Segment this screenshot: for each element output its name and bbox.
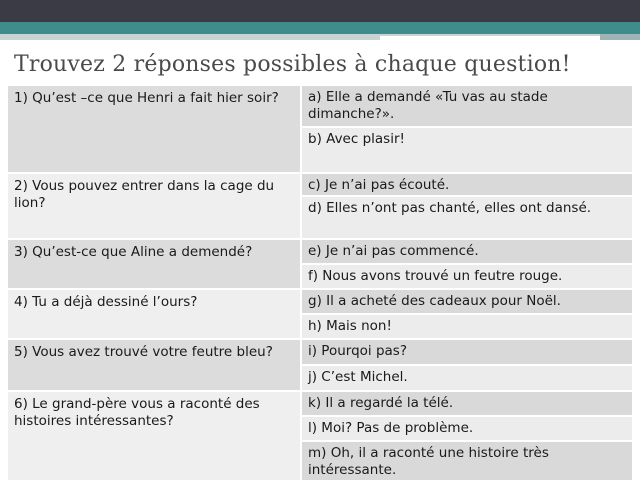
answer-cell: e) Je n’ai pas commencé. [302, 240, 632, 265]
answer-cell: m) Oh, il a raconté une histoire très intéressante. [302, 442, 632, 480]
answer-cell: i) Pourqoi pas? [302, 340, 632, 366]
page-title: Trouvez 2 réponses possibles à chaque question! [14, 52, 571, 77]
question-cell: 5) Vous avez trouvé votre feutre bleu? [8, 340, 300, 392]
question-cell: 1) Qu’est –ce que Henri a fait hier soir? [8, 86, 300, 174]
answer-cell: g) Il a acheté des cadeaux pour Noël. [302, 290, 632, 315]
answer-cell: h) Mais non! [302, 315, 632, 340]
question-cell: 6) Le grand-père vous a raconté des histoires intéressantes? [8, 392, 300, 480]
header-bar-accent [600, 34, 640, 40]
exercise-table [8, 86, 632, 480]
answer-cell: l) Moi? Pas de problème. [302, 417, 632, 442]
answer-cell: k) Il a regardé la télé. [302, 392, 632, 417]
answer-cell: c) Je n’ai pas écouté. [302, 174, 632, 197]
answer-cell: d) Elles n’ont pas chanté, elles ont dansé. [302, 197, 632, 240]
question-cell: 2) Vous pouvez entrer dans la cage du lion? [8, 174, 300, 240]
header-bar-teal [0, 22, 640, 34]
answer-cell: f) Nous avons trouvé un feutre rouge. [302, 265, 632, 290]
header-bar-highlight [380, 36, 600, 40]
question-cell: 3) Qu’est-ce que Aline a demendé? [8, 240, 300, 290]
answer-cell: j) C’est Michel. [302, 366, 632, 392]
answer-cell: a) Elle a demandé «Tu vas au stade dimanche?». [302, 86, 632, 128]
question-cell: 4) Tu a déjà dessiné l’ours? [8, 290, 300, 340]
header-bar-dark [0, 0, 640, 22]
answer-cell: b) Avec plasir! [302, 128, 632, 174]
